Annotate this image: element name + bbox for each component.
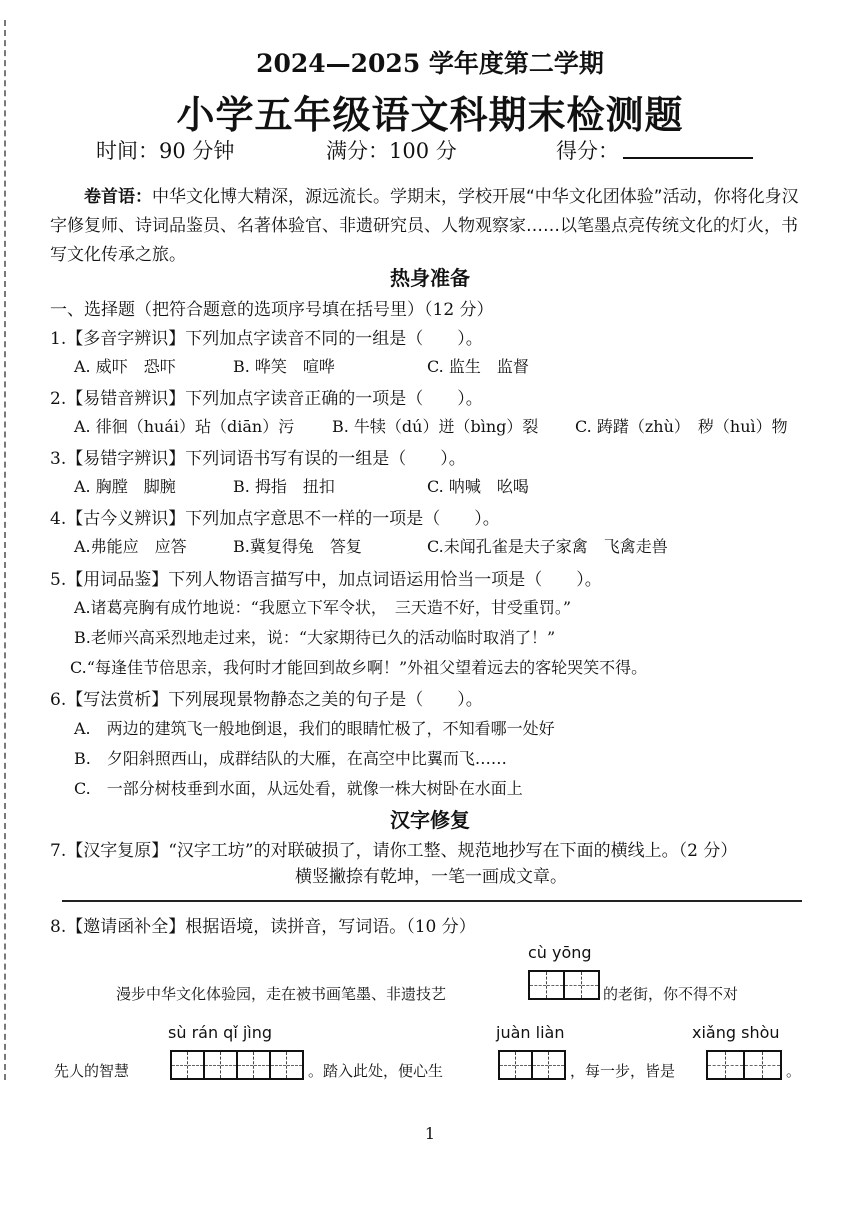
full-score-label: 满分：100 分: [326, 139, 457, 163]
q7-answer-line[interactable]: [62, 900, 802, 902]
q8-stem: 8.【邀请函补全】根据语境，读拼音，写词语。（10 分）: [50, 917, 476, 937]
preface-label: 卷首语：: [84, 187, 152, 207]
q7-stem: 7.【汉字复原】“汉字工坊”的对联破损了，请你工整、规范地抄写在下面的横线上。（2 分）: [50, 841, 738, 861]
page-number: 1: [424, 1124, 436, 1143]
preface-text: 中华文化博大精深，源远流长。学期末，学校开展“中华文化团体验”活动，你将化身汉字修复师、诗词品鉴员、名著体验官、非遗研究员、人物观察家……以笔墨点亮传统文化的灯火，书写文化传承之旅。: [50, 187, 799, 265]
q5-option-b[interactable]: B.老师兴高采烈地走过来，说：“大家期待已久的活动临时取消了！”: [74, 628, 556, 647]
q8-pinyin-4: xiǎng shòu: [692, 1023, 780, 1042]
q6-option-a[interactable]: A. 两边的建筑飞一般地倒退，我们的眼睛忙极了，不知看哪一处好: [74, 719, 555, 738]
q8-text-2d: 。: [786, 1062, 802, 1080]
q8-grid-1[interactable]: [528, 970, 600, 1000]
q8-grid-3[interactable]: [498, 1050, 566, 1080]
q1-option-b[interactable]: B. 哗笑 喧哗: [233, 357, 335, 376]
q4-stem: 4.【古今义辨识】下列加点字意思不一样的一项是（ ）。: [50, 509, 500, 529]
score-label: [556, 135, 619, 165]
q8-text-2b: 。踏入此处，便心生: [308, 1062, 444, 1080]
score-blank[interactable]: [623, 135, 753, 159]
q5-option-c[interactable]: C.“每逢佳节倍思亲，我何时才能回到故乡啊！”外祖父望着远去的客轮哭笑不得。: [70, 658, 648, 677]
q8-text-1b: 的老街，你不得不对: [603, 985, 739, 1003]
q1-option-a[interactable]: A. 威吓 恐吓: [74, 357, 176, 376]
time-label: 时间：90 分钟: [96, 139, 235, 163]
q8-text-2a: 先人的智慧: [54, 1062, 130, 1080]
q2-stem: 2.【易错音辨识】下列加点字读音正确的一项是（ ）。: [50, 389, 483, 409]
exam-title: 小学五年级语文科期末检测题: [176, 92, 684, 137]
q8-pinyin-3: juàn liàn: [496, 1023, 565, 1042]
q5-stem: 5.【用词品鉴】下列人物语言描写中，加点词语运用恰当一项是（ ）。: [50, 570, 602, 590]
section-warmup: 热身准备: [390, 266, 470, 290]
q8-grid-2[interactable]: [170, 1050, 304, 1080]
term-title: 2024—2025 学年度第二学期: [256, 49, 604, 78]
q2-option-b[interactable]: B. 牛犊（dú）迸（bìng）裂: [332, 417, 539, 436]
part1-heading: 一、选择题（把符合题意的选项序号填在括号里）（12 分）: [50, 300, 494, 320]
q8-grid-4[interactable]: [706, 1050, 782, 1080]
q4-option-a[interactable]: A.弗能应 应答: [74, 537, 187, 556]
q5-option-a[interactable]: A.诸葛亮胸有成竹地说：“我愿立下军令状， 三天造不好，甘受重罚。”: [74, 598, 572, 617]
section-repair: 汉字修复: [390, 808, 470, 832]
q3-option-c[interactable]: C. 呐喊 吆喝: [427, 477, 529, 496]
binding-margin: [4, 20, 20, 1080]
q8-text-2c: ，每一步，皆是: [570, 1062, 676, 1080]
q8-pinyin-2: sù rán qǐ jìng: [168, 1023, 273, 1042]
q6-stem: 6.【写法赏析】下列展现景物静态之美的句子是（ ）。: [50, 690, 483, 710]
q4-option-b[interactable]: B.冀复得兔 答复: [233, 537, 362, 556]
q3-option-a[interactable]: A. 胸膛 脚腕: [74, 477, 176, 496]
q6-option-b[interactable]: B. 夕阳斜照西山，成群结队的大雁，在高空中比翼而飞……: [74, 749, 507, 768]
q6-option-c[interactable]: C. 一部分树枝垂到水面，从远处看，就像一株大树卧在水面上: [74, 779, 523, 798]
q2-option-a[interactable]: A. 徘徊（huái）玷（diān）污: [74, 417, 295, 436]
q7-couplet: 横竖撇捺有乾坤，一笔一画成文章。: [295, 867, 567, 887]
q1-option-c[interactable]: C. 监生 监督: [427, 357, 529, 376]
q1-stem: 1.【多音字辨识】下列加点字读音不同的一组是（ ）。: [50, 329, 483, 349]
q2-option-c[interactable]: C. 踌躇（zhù） 秽（huì）物: [575, 417, 788, 436]
q4-option-c[interactable]: C.未闻孔雀是夫子家禽 飞禽走兽: [427, 537, 668, 556]
q3-option-b[interactable]: B. 拇指 扭扣: [233, 477, 335, 496]
q8-text-1a: 漫步中华文化体验园，走在被书画笔墨、非遗技艺: [116, 985, 447, 1003]
q8-pinyin-1: cù yōng: [528, 943, 592, 962]
preface: [50, 183, 810, 270]
q3-stem: 3.【易错字辨识】下列词语书写有误的一组是（ ）。: [50, 449, 466, 469]
score-text: 得分：: [556, 139, 619, 163]
